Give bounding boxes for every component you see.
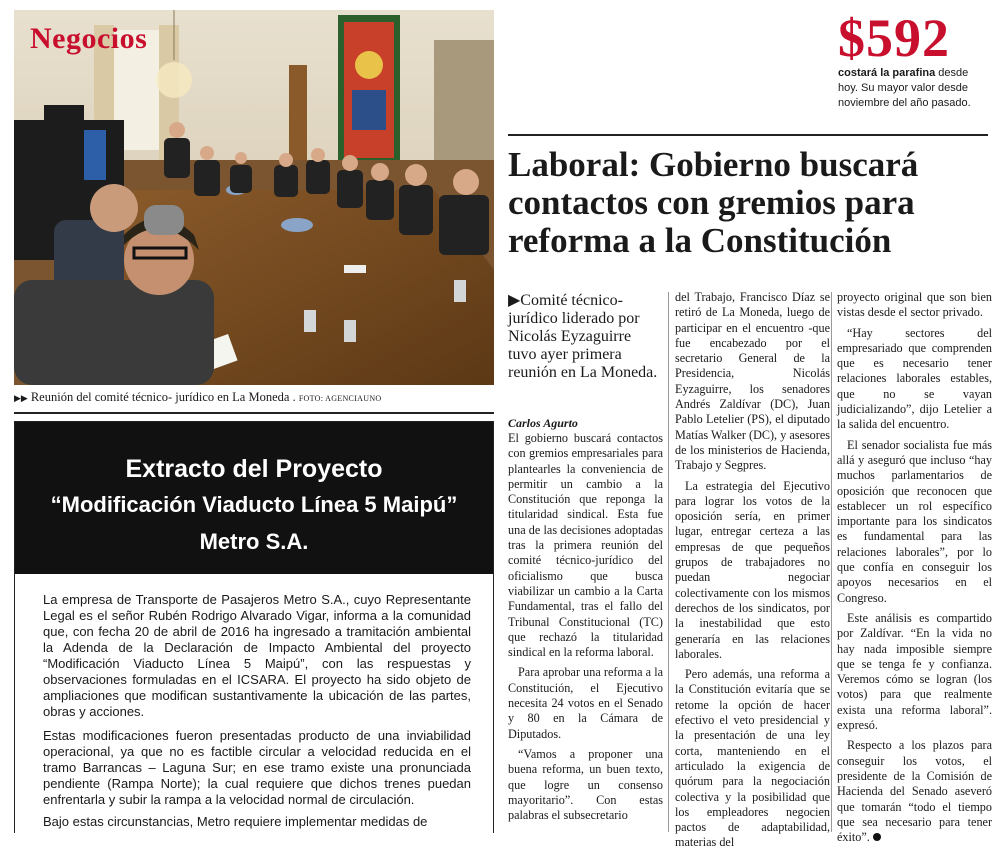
photo-credit: FOTO: AGENCIAUNO <box>298 394 382 403</box>
article-paragraph: Este análisis es compartido por Zaldívar. “En la vida no hay nada imposible siempre que se tenga fe y confianza. Veremos cómo se logran (los votos) para que realmente exista una reforma laboral”. expresó. <box>837 610 992 733</box>
article-paragraph: El senador socialista fue más allá y aseguró que incluso “hay muchos parlamentarios de oposición que reconocen que establecer un rol específico importante para los sindicatos es fundamental para las relaciones laborales”, por lo que confía en conseguir los apoyos necesarios en el Congreso. <box>837 437 992 605</box>
divider-rule <box>508 134 988 136</box>
article-paragraph-text: Respecto a los plazos para conseguir los votos, el presidente de la Comisión de Hacienda del Senado aseveró que tomarán “todo el tiempo que sea necesario para tener éxito”. <box>837 738 992 845</box>
article-paragraph: “Vamos a proponer una buena reforma, un buen texto, que logre un consenso mayoritario”. Con estas palabras el subsecretario <box>508 746 663 823</box>
ad-paragraph: La empresa de Transporte de Pasajeros Metro S.A., cuyo Representante Legal es el señor Rubén Rodrigo Alvarado Vigar, informa a la comunidad que, con fecha 20 de abril de 2016 ha ingresado a tramitación ambiental la Adenda de la Declaración de Impacto Ambiental del proyecto “Modificación Viaducto Línea 5 Maipú”, con las respuestas y observaciones formuladas en el ICSARA. El proyecto ha sido objeto de ampliaciones que modifican sustantivamente la ubicación de las partes, obras y acciones. <box>43 592 471 719</box>
article-column-1 <box>508 431 663 831</box>
ad-paragraph: Estas modificaciones fueron presentadas producto de una inviabilidad operacional, ya que no es factible circular a velocidad reducida en el tramo Barrancas – Laguna Sur; en ese tramo existe una pronunciada pendiente (Rampa Norte); la cual requiere que dichos trenes puedan enfrentarla y subir la rampa a la velocidad normal de circulación. <box>43 728 471 807</box>
ad-title: Extracto del Proyecto <box>125 455 383 483</box>
article-paragraph <box>837 738 992 845</box>
article-column-3 <box>837 290 992 845</box>
article-headline: Laboral: Gobierno buscará contactos con gremios para reforma a la Constitución <box>508 145 919 260</box>
price-rest-text: desde hoy. Su mayor valor desde noviembre del año pasado. <box>838 67 971 109</box>
column-divider <box>668 292 669 832</box>
column-divider <box>831 292 832 832</box>
ad-project-name: “Modificación Viaducto Línea 5 Maipú” <box>50 492 458 517</box>
ad-company: Metro S.A. <box>199 529 309 554</box>
price-bold-text: costará la parafina <box>838 67 936 79</box>
ad-header <box>15 422 493 574</box>
end-of-article-icon <box>873 833 881 841</box>
public-notice-ad <box>14 421 494 833</box>
caption-arrows: ▶▶ <box>14 393 28 403</box>
meeting-photo-illustration <box>14 10 494 385</box>
ad-paragraph: Bajo estas circunstancias, Metro requiere implementar medidas de <box>43 814 428 829</box>
article-lead: ▶Comité técnico-jurídico liderado por Nicolás Eyzaguirre tuvo ayer primera reunión en La Moneda. <box>508 292 658 381</box>
article-paragraph: del Trabajo, Francisco Díaz se retiró de La Moneda, luego de participar en el encuentro -que fue encabezado por el secretario General de la Presidencia, Nicolás Eyzaguirre, los senadores Andrés Zaldívar (DC), Juan Pablo Letelier (PS), el diputado Matías Walker (DC), y asesores de los ministerios de Hacienda, Trabajo y Segpres. <box>675 290 830 473</box>
article-paragraph: “Hay sectores del empresariado que comprenden que es necesario tener relaciones laborales estables, que no se vayan judicializando”, dijo Letelier a la salida del encuentro. <box>837 325 992 432</box>
article-byline: Carlos Agurto <box>508 416 578 430</box>
caption-text: Reunión del comité técnico- jurídico en La Moneda <box>30 390 290 404</box>
section-tag: Negocios <box>30 22 148 55</box>
article-paragraph: El gobierno buscará contactos con gremios empresariales para plantearles la conveniencia de permitir un cambio a la Constitución que reponga la titularidad sindical. Esta fue una de las decisiones adoptadas tras la primera reunión del comité técnico-jurídico del oficialismo que busca viabilizar un cambio a la Carta Fundamental, tras el fallo del Tribunal Constitucional (TC) que rechazó la titularidad sindical en la reforma laboral. <box>508 431 663 660</box>
divider-rule <box>14 412 494 414</box>
price-description <box>838 66 990 111</box>
article-paragraph: proyecto original que son bien vistas desde el sector privado. <box>837 290 992 320</box>
article-paragraph: Para aprobar una reforma a la Constitución, el Ejecutivo necesita 24 votos en el Senado y 80 en la Cámara de Diputados. <box>508 665 663 741</box>
article-paragraph: Pero además, una reforma a la Constitución evitaría que se retome la opción de hacer efectivo el veto presidencial y la presentación de una ley corta, manteniendo en el articulado la exigencia de quórum para la negociación colectiva y la posibilidad que los empleadores negocien pactos de adaptabilidad, materias del <box>675 667 830 850</box>
price-figure: $592 <box>838 8 950 68</box>
meeting-photo <box>14 10 494 385</box>
article-column-2 <box>675 290 830 850</box>
photo-caption: ▶▶ Reunión del comité técnico- jurídico en La Moneda . FOTO: AGENCIAUNO <box>14 390 382 404</box>
article-paragraph: La estrategia del Ejecutivo para lograr los votos de la oposición sería, en primer lugar, entregar certeza a las empresas de que pequeños grupos de trabajadores no puedan negociar colectivamente con los mismos derechos de los sindicatos, por la inestabilidad que esto generaría en las relaciones laborales. <box>675 478 830 661</box>
